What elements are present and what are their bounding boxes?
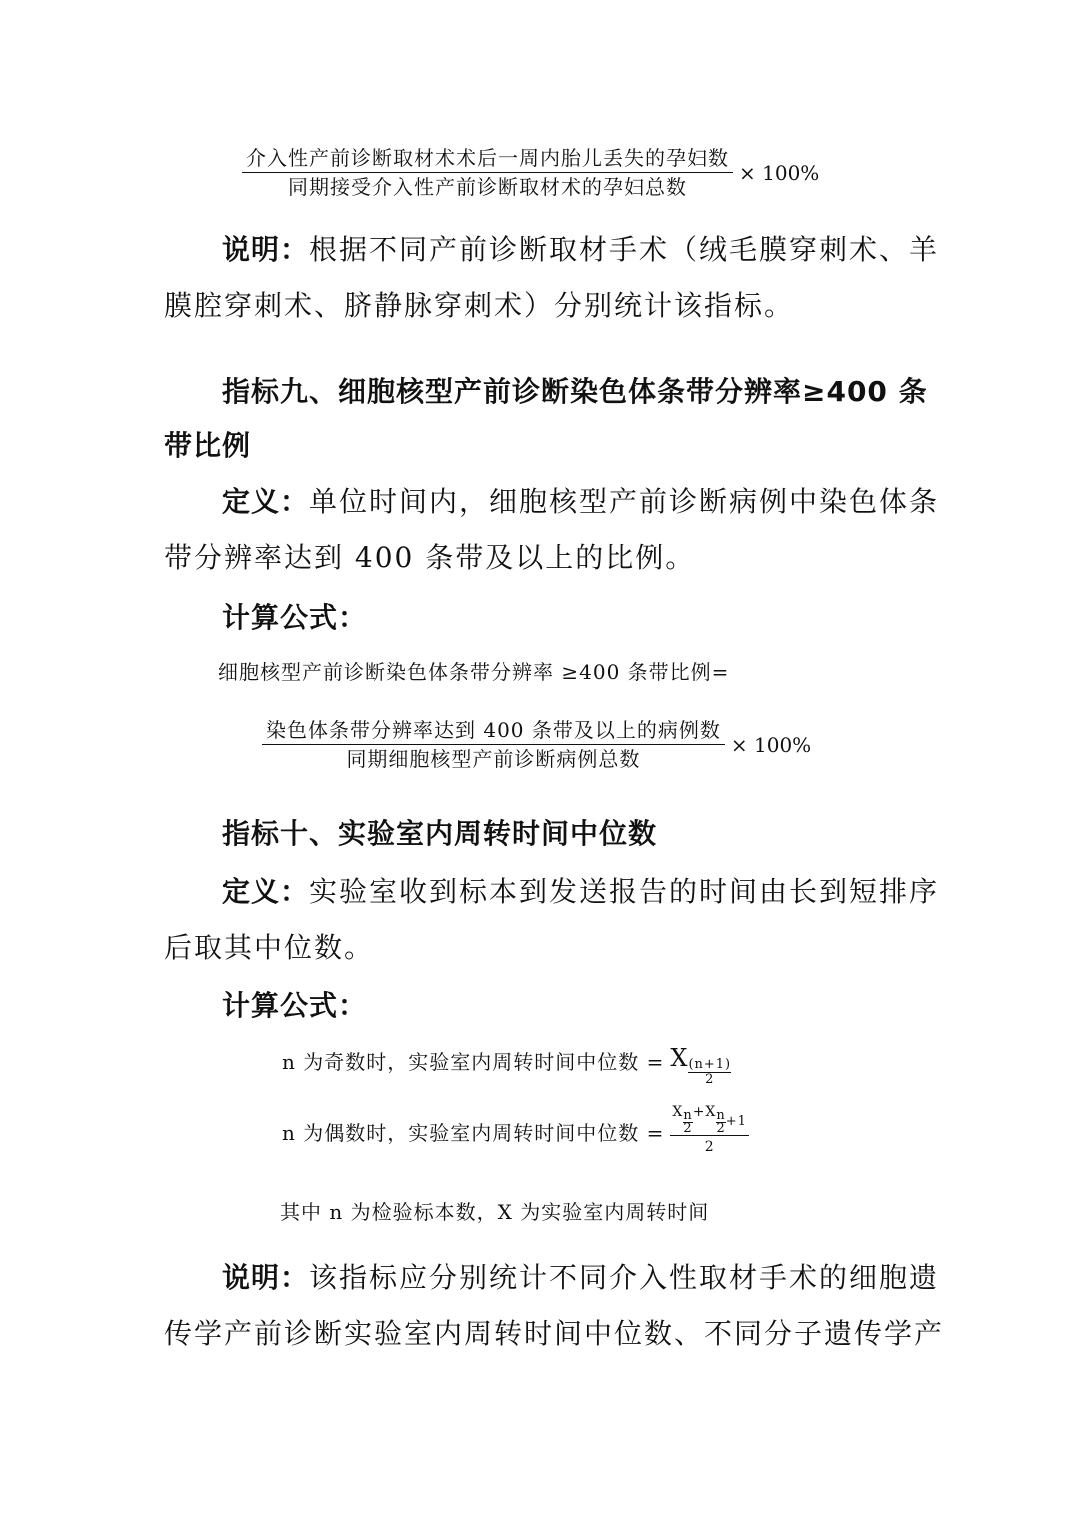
definition-paragraph-cont: 带分辨率达到 400 条带及以上的比例。	[164, 541, 696, 574]
definition-text: 单位时间内，细胞核型产前诊断病例中染色体条	[309, 485, 940, 518]
formula-even-text: n 为偶数时，实验室内周转时间中位数 =	[282, 1120, 665, 1145]
note-label: 说明：	[222, 233, 310, 266]
formula-numerator: 染色体条带分辨率达到 400 条带及以上的病例数	[262, 716, 725, 745]
subscript-denominator: 2	[705, 1072, 715, 1087]
formula-numerator: 介入性产前诊断取材术术后一周内胎儿丢失的孕妇数	[242, 144, 733, 173]
note-paragraph	[222, 222, 939, 278]
definition-paragraph	[222, 864, 939, 920]
formula-multiplier: × 100%	[739, 160, 820, 185]
definition-label: 定义：	[222, 485, 310, 518]
calc-label: 计算公式：	[222, 989, 368, 1022]
indicator-title: 指标十、实验室内周转时间中位数	[222, 817, 658, 850]
note-paragraph	[222, 1250, 939, 1306]
formula-lhs: 细胞核型产前诊断染色体条带分辨率 ≥400 条带比例=	[218, 660, 730, 684]
definition-label: 定义：	[222, 875, 310, 908]
plus-one-term: +1	[725, 1114, 747, 1129]
formula-denominator: 同期接受介入性产前诊断取材术的孕妇总数	[288, 175, 687, 199]
calc-label: 计算公式：	[222, 601, 368, 634]
formula-odd-text: n 为奇数时，实验室内周转时间中位数 =	[282, 1050, 665, 1074]
subscript-denominator: 2	[683, 1121, 693, 1136]
formula-band-resolution	[262, 716, 811, 773]
subscript-numerator: n	[716, 1108, 726, 1123]
definition-paragraph	[222, 474, 939, 530]
even-numerator	[670, 1104, 749, 1136]
note-paragraph-cont: 传学产前诊断实验室内周转时间中位数、不同分子遗传学产	[164, 1317, 945, 1350]
definition-paragraph-cont: 后取其中位数。	[164, 931, 375, 964]
median-x-symbol: X	[670, 1044, 689, 1072]
definition-text: 实验室收到标本到发送报告的时间由长到短排序	[309, 875, 940, 908]
formula-denominator: 同期细胞核型产前诊断病例总数	[346, 747, 641, 771]
subscript-numerator: (n+1)	[688, 1057, 732, 1072]
formula-odd	[282, 1046, 731, 1087]
note-paragraph-cont: 膜腔穿刺术、脐静脉穿刺术）分别统计该指标。	[164, 289, 795, 322]
note-text: 根据不同产前诊断取材手术（绒毛膜穿刺术、羊	[309, 233, 940, 266]
formula-where-text: 其中 n 为检验标本数，X 为实验室内周转时间	[280, 1200, 710, 1224]
note-label: 说明：	[222, 1261, 310, 1294]
even-denominator: 2	[704, 1139, 715, 1155]
formula-multiplier: × 100%	[730, 732, 812, 757]
formula-fetal-loss	[242, 144, 819, 201]
subscript-denominator: 2	[716, 1121, 726, 1136]
plus-x-symbol: +X	[692, 1104, 717, 1120]
indicator-title: 指标九、细胞核型产前诊断染色体条带分辨率≥400 条	[222, 375, 928, 408]
median-x-symbol: X	[672, 1104, 684, 1120]
indicator-title-cont: 带比例	[164, 429, 252, 462]
formula-even	[282, 1104, 749, 1158]
note-text: 该指标应分别统计不同介入性取材手术的细胞遗	[309, 1261, 940, 1294]
subscript-numerator: n	[683, 1108, 693, 1123]
